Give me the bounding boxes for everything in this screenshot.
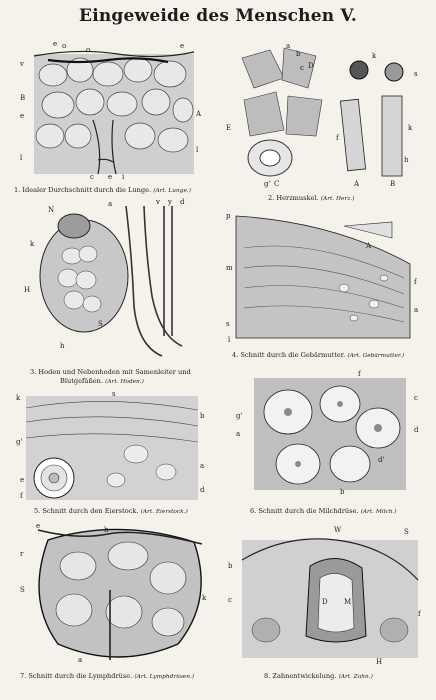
lymph-label-h: h (104, 526, 109, 534)
caption-mammary-ref: (Art. Milch.) (360, 509, 397, 515)
lung-label-B: B (20, 94, 26, 102)
lymph-label-k: k (202, 594, 207, 602)
tooth-label-W: W (334, 526, 342, 534)
mammary-label-g: g' (236, 412, 243, 420)
caption-tooth (264, 672, 373, 681)
ovary-illustration (16, 388, 206, 508)
mammary-label-dd: d' (378, 456, 385, 464)
caption-uterus-text: 4. Schnitt durch die Gebärmutter. (232, 351, 346, 359)
lung-label-e2: e (180, 42, 185, 50)
lung-label-v: v (20, 60, 24, 68)
tooth-label-b: b (228, 562, 233, 570)
caption-uterus (232, 351, 404, 360)
uterus-label-A: A (366, 242, 372, 250)
heart-label-E: E (226, 124, 232, 132)
testis-label-v: v (156, 198, 160, 206)
mammary-label-d: d (414, 426, 419, 434)
testis-label-k: k (30, 240, 35, 248)
figure-ovary (16, 388, 206, 508)
caption-ovary (34, 507, 188, 516)
lung-label-o1: o (62, 42, 67, 50)
caption-tooth-text: 8. Zahnentwickelung. (264, 672, 337, 680)
mammary-label-c: c (414, 394, 418, 402)
lung-illustration (18, 40, 203, 180)
tooth-illustration (226, 520, 426, 666)
figure-uterus (224, 208, 424, 348)
mammary-label-b: b (340, 488, 345, 496)
caption-testis-text: 3. Hoden und Nebenhoden mit Samenleiter und (30, 368, 191, 376)
caption-lymph-node-ref: (Art. Lymphdrüsen.) (134, 674, 195, 680)
figure-mammary (228, 370, 428, 496)
tooth-label-D: D (322, 598, 328, 606)
caption-testis-text2: Blutgefäßen. (60, 377, 103, 385)
heart-label-k: k (372, 52, 377, 60)
caption-lung-text: 1. Idealer Durchschnitt durch die Lunge. (14, 186, 152, 194)
caption-lung (14, 186, 191, 195)
lung-label-l1: l (20, 154, 23, 162)
figure-tooth (226, 520, 426, 666)
heart-muscle-illustration (224, 40, 424, 188)
uterus-label-m: m (226, 264, 233, 272)
lymph-label-r: r (20, 550, 24, 558)
ovary-label-a: a (200, 462, 205, 470)
ovary-label-k: k (16, 394, 21, 402)
tooth-label-M: M (344, 598, 352, 606)
caption-mammary-text: 6. Schnitt durch die Milchdrüse. (250, 507, 359, 515)
testis-label-a: a (108, 200, 113, 208)
uterus-label-s: s (226, 320, 230, 328)
caption-testis (30, 368, 191, 376)
tooth-label-c: c (228, 596, 232, 604)
heart-label-s: s (414, 70, 418, 78)
lung-label-e1: e (53, 40, 58, 48)
uterus-label-l: l (228, 336, 231, 344)
lymph-label-S: S (20, 586, 25, 594)
uterus-label-f: f (414, 278, 417, 286)
caption-lymph-node-text: 7. Schnitt durch die Lymphdrüse. (20, 672, 133, 680)
ovary-label-e: e (20, 476, 25, 484)
heart-label-g: g' (264, 180, 271, 188)
ovary-label-f: f (20, 492, 23, 500)
caption-uterus-ref: (Art. Gebärmutter.) (347, 353, 405, 359)
testis-label-N: N (48, 206, 55, 214)
lung-label-o2: o (86, 46, 91, 54)
testis-label-d: d (180, 198, 185, 206)
lymph-label-e: e (36, 522, 41, 530)
tooth-label-S: S (404, 528, 409, 536)
testis-label-H: H (24, 286, 31, 294)
caption-heart-muscle-text: 2. Herzmuskel. (268, 194, 319, 202)
testis-label-h: h (60, 342, 65, 350)
caption-testis-line2 (60, 377, 144, 386)
testis-label-y: y (168, 198, 172, 206)
ovary-label-b: b (200, 412, 205, 420)
heart-label-c: c (300, 64, 304, 72)
lung-label-e4: e (108, 173, 113, 180)
lymph-label-a: a (78, 656, 83, 664)
heart-label-C: C (274, 180, 280, 188)
heart-label-a: a (286, 42, 291, 50)
testis-illustration (22, 196, 202, 364)
uterus-label-a: a (414, 306, 419, 314)
figure-heart-muscle (224, 40, 424, 188)
lung-label-l2: l (196, 146, 199, 154)
lymph-node-illustration (18, 520, 218, 666)
tooth-label-f: f (418, 610, 421, 618)
heart-label-D: D (308, 62, 314, 70)
testis-label-S: S (98, 320, 103, 328)
uterus-label-p: p (226, 212, 231, 220)
ovary-label-g: g' (16, 438, 23, 446)
caption-testis-ref: (Art. Hoden.) (105, 379, 144, 385)
figure-testis (22, 196, 202, 364)
mammary-illustration (228, 370, 428, 496)
mammary-label-a: a (236, 430, 241, 438)
caption-heart-muscle (268, 194, 354, 203)
heart-label-A: A (354, 180, 360, 188)
tooth-label-H: H (376, 658, 383, 666)
lung-label-e3: e (20, 112, 25, 120)
caption-lymph-node (20, 672, 194, 681)
heart-label-h: h (404, 156, 409, 164)
uterus-illustration (224, 208, 424, 348)
heart-label-kk: k (408, 124, 413, 132)
lung-label-i: i (122, 173, 125, 180)
ovary-label-s: s (112, 390, 116, 398)
caption-lung-ref: (Art. Lunge.) (153, 188, 191, 194)
caption-tooth-ref: (Art. Zahn.) (338, 674, 373, 680)
caption-mammary (250, 507, 397, 516)
figure-lymph-node (18, 520, 218, 666)
heart-label-f: f (336, 134, 339, 142)
lung-label-c: c (90, 173, 94, 180)
page-title: Eingeweide des Menschen V. (79, 6, 357, 26)
caption-ovary-text: 5. Schnitt durch den Eierstock. (34, 507, 139, 515)
lung-label-A: A (196, 110, 202, 118)
figure-lung (18, 40, 203, 180)
mammary-label-f: f (358, 370, 361, 378)
caption-ovary-ref: (Art. Eierstock.) (140, 509, 188, 515)
ovary-label-d: d (200, 486, 205, 494)
caption-heart-muscle-ref: (Art. Herz.) (320, 196, 355, 202)
heart-label-b: b (296, 50, 301, 58)
heart-label-B: B (390, 180, 396, 188)
